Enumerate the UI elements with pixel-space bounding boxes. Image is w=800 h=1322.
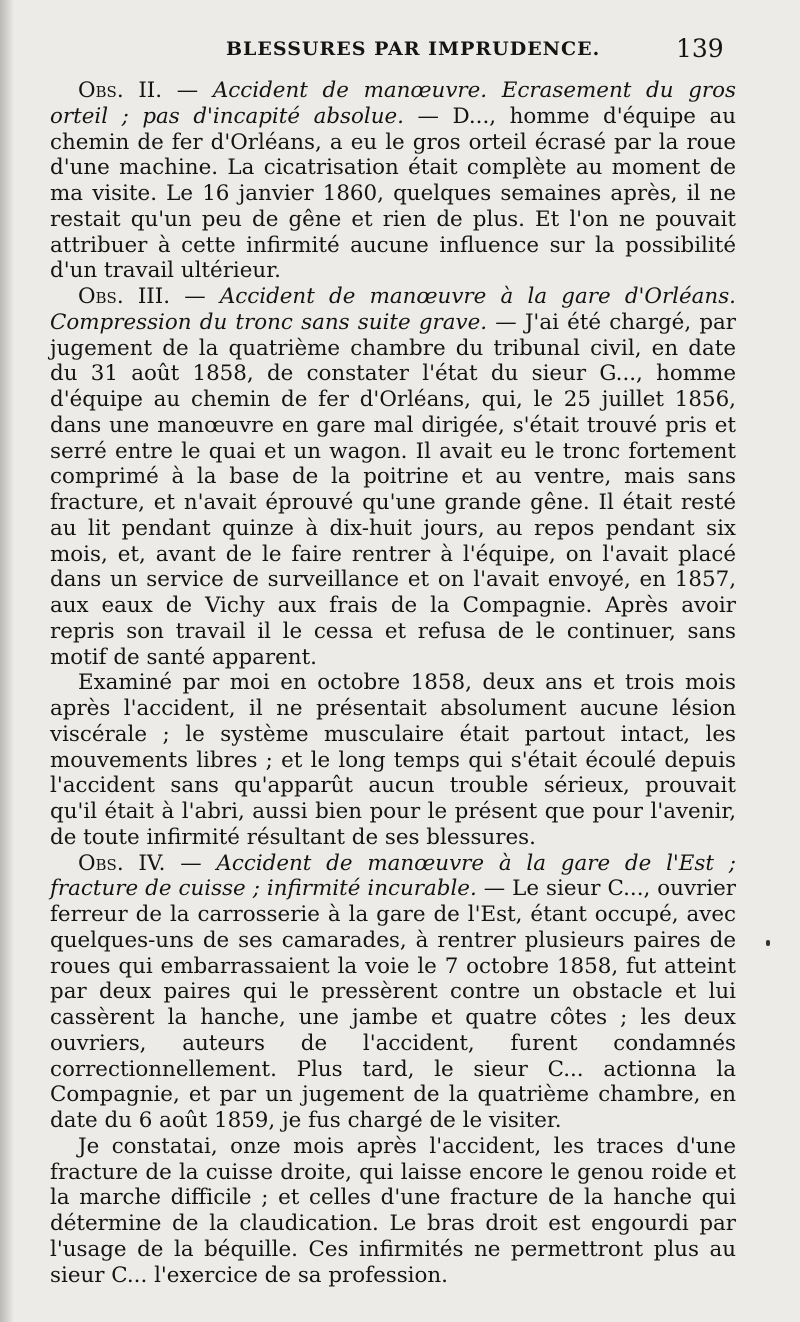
observation-text: — Le sieur C..., ouvrier ferreur de la carrosserie à la gare de l'Est, étant occupé, avec quelques-uns de ses camarades, à rentrer plusieurs paires de roues qui embarrassaient la voie le 7 octobre 1858, fut atteint par deux paires qui le pressèrent contre un obstacle et lui cassèrent la hanche, une jambe et quatre côtes ; les deux ouvriers, auteurs de l'accident, furent condamnés correctionnellement. Plus tard, le sieur C... actionna la Compagnie, et par un jugement de la quatrième chambre, en date du 6 août 1859, je fus chargé de le visiter. — [50, 876, 736, 1133]
observation-text: — D..., homme d'équipe au chemin de fer d'Orléans, a eu le gros orteil écrasé par la roue d'une machine. La cicatrisation était complète au moment de ma visite. Le 16 janvier 1860, quelques semaines après, il ne restait qu'un peu de gêne et rien de plus. Et l'on ne pouvait attribuer à cette infirmité aucune influence sur la possibilité d'un travail ultérieur. — [50, 103, 736, 284]
page-gutter-shadow — [0, 0, 14, 1322]
page-number: 139 — [676, 34, 724, 63]
observation-title: Accident de manœuvre à la gare d'Orléans. Compression du tronc sans suite grave. — [50, 284, 736, 335]
observation-title: Accident de manœuvre à la gare de l'Est ; fracture de cuisse ; infirmité incurable. — [50, 850, 737, 902]
observation-label: Obs. IV. — [78, 850, 166, 876]
observation-label: Obs. II. — [78, 78, 163, 103]
observation-3-paragraph-2: Examiné par moi en octobre 1858, deux ans et trois mois après l'accident, il ne présentait absolument aucune lésion viscérale ; le système musculaire était partout intact, les mouvements libres ; et le long temps qui s'était écoulé depuis l'accident sans qu'apparût aucun trouble sérieux, prouvait qu'il était à l'abri, aussi bien pour le présent que pour l'avenir, de toute infirmité résultant de ses blessures. — [50, 670, 736, 850]
observation-3 — [50, 284, 736, 670]
observation-4-paragraph-2: Je constatai, onze mois après l'accident, les traces d'une fracture de la cuisse droite, qui laisse encore le genou roide et la marche difficile ; et celles d'une fracture de la hanche qui détermine de la claudication. Le bras droit est engourdi par l'usage de la béquille. Ces infirmités ne permettront plus au sieur C... l'exercice de sa profession. — [50, 1133, 736, 1288]
observation-text: — J'ai été chargé, par jugement de la quatrième chambre du tribunal civil, en date du 31 août 1858, de constater l'état du sieur G..., homme d'équipe au chemin de fer d'Orléans, qui, le 25 juillet 1856, dans une manœuvre en gare mal dirigée, s'était trouvé pris et serré entre le quai et un wagon. Il avait eu le tronc fortement comprimé à la base de la poitrine et au ventre, mais sans fracture, et n'avait éprouvé qu'une grande gêne. Il était resté au lit pendant quinze à dix-huit jours, au repos pendant six mois, et, avant de le faire rentrer à l'équipe, on l'avait placé dans un service de surveillance et on l'avait envoyé, en 1857, aux eaux de Vichy aux frais de la Compagnie. Après avoir repris son travail il le cessa et refusa de le continuer, sans motif de santé apparent. — [50, 309, 736, 670]
page-header — [0, 34, 800, 70]
observation-label: Obs. III. — [78, 284, 170, 309]
observation-dash: — — [162, 78, 213, 103]
observation-dash: — — [165, 850, 217, 876]
margin-speck — [766, 940, 770, 946]
running-title: BLESSURES PAR IMPRUDENCE. — [226, 38, 601, 60]
observation-dash: — — [170, 284, 220, 309]
page-body — [50, 78, 736, 1288]
observation-title: Accident de manœuvre. Ecrasement du gros orteil ; pas d'incapité absolue. — [50, 78, 736, 129]
observation-4 — [50, 851, 736, 1134]
observation-2 — [50, 78, 736, 284]
